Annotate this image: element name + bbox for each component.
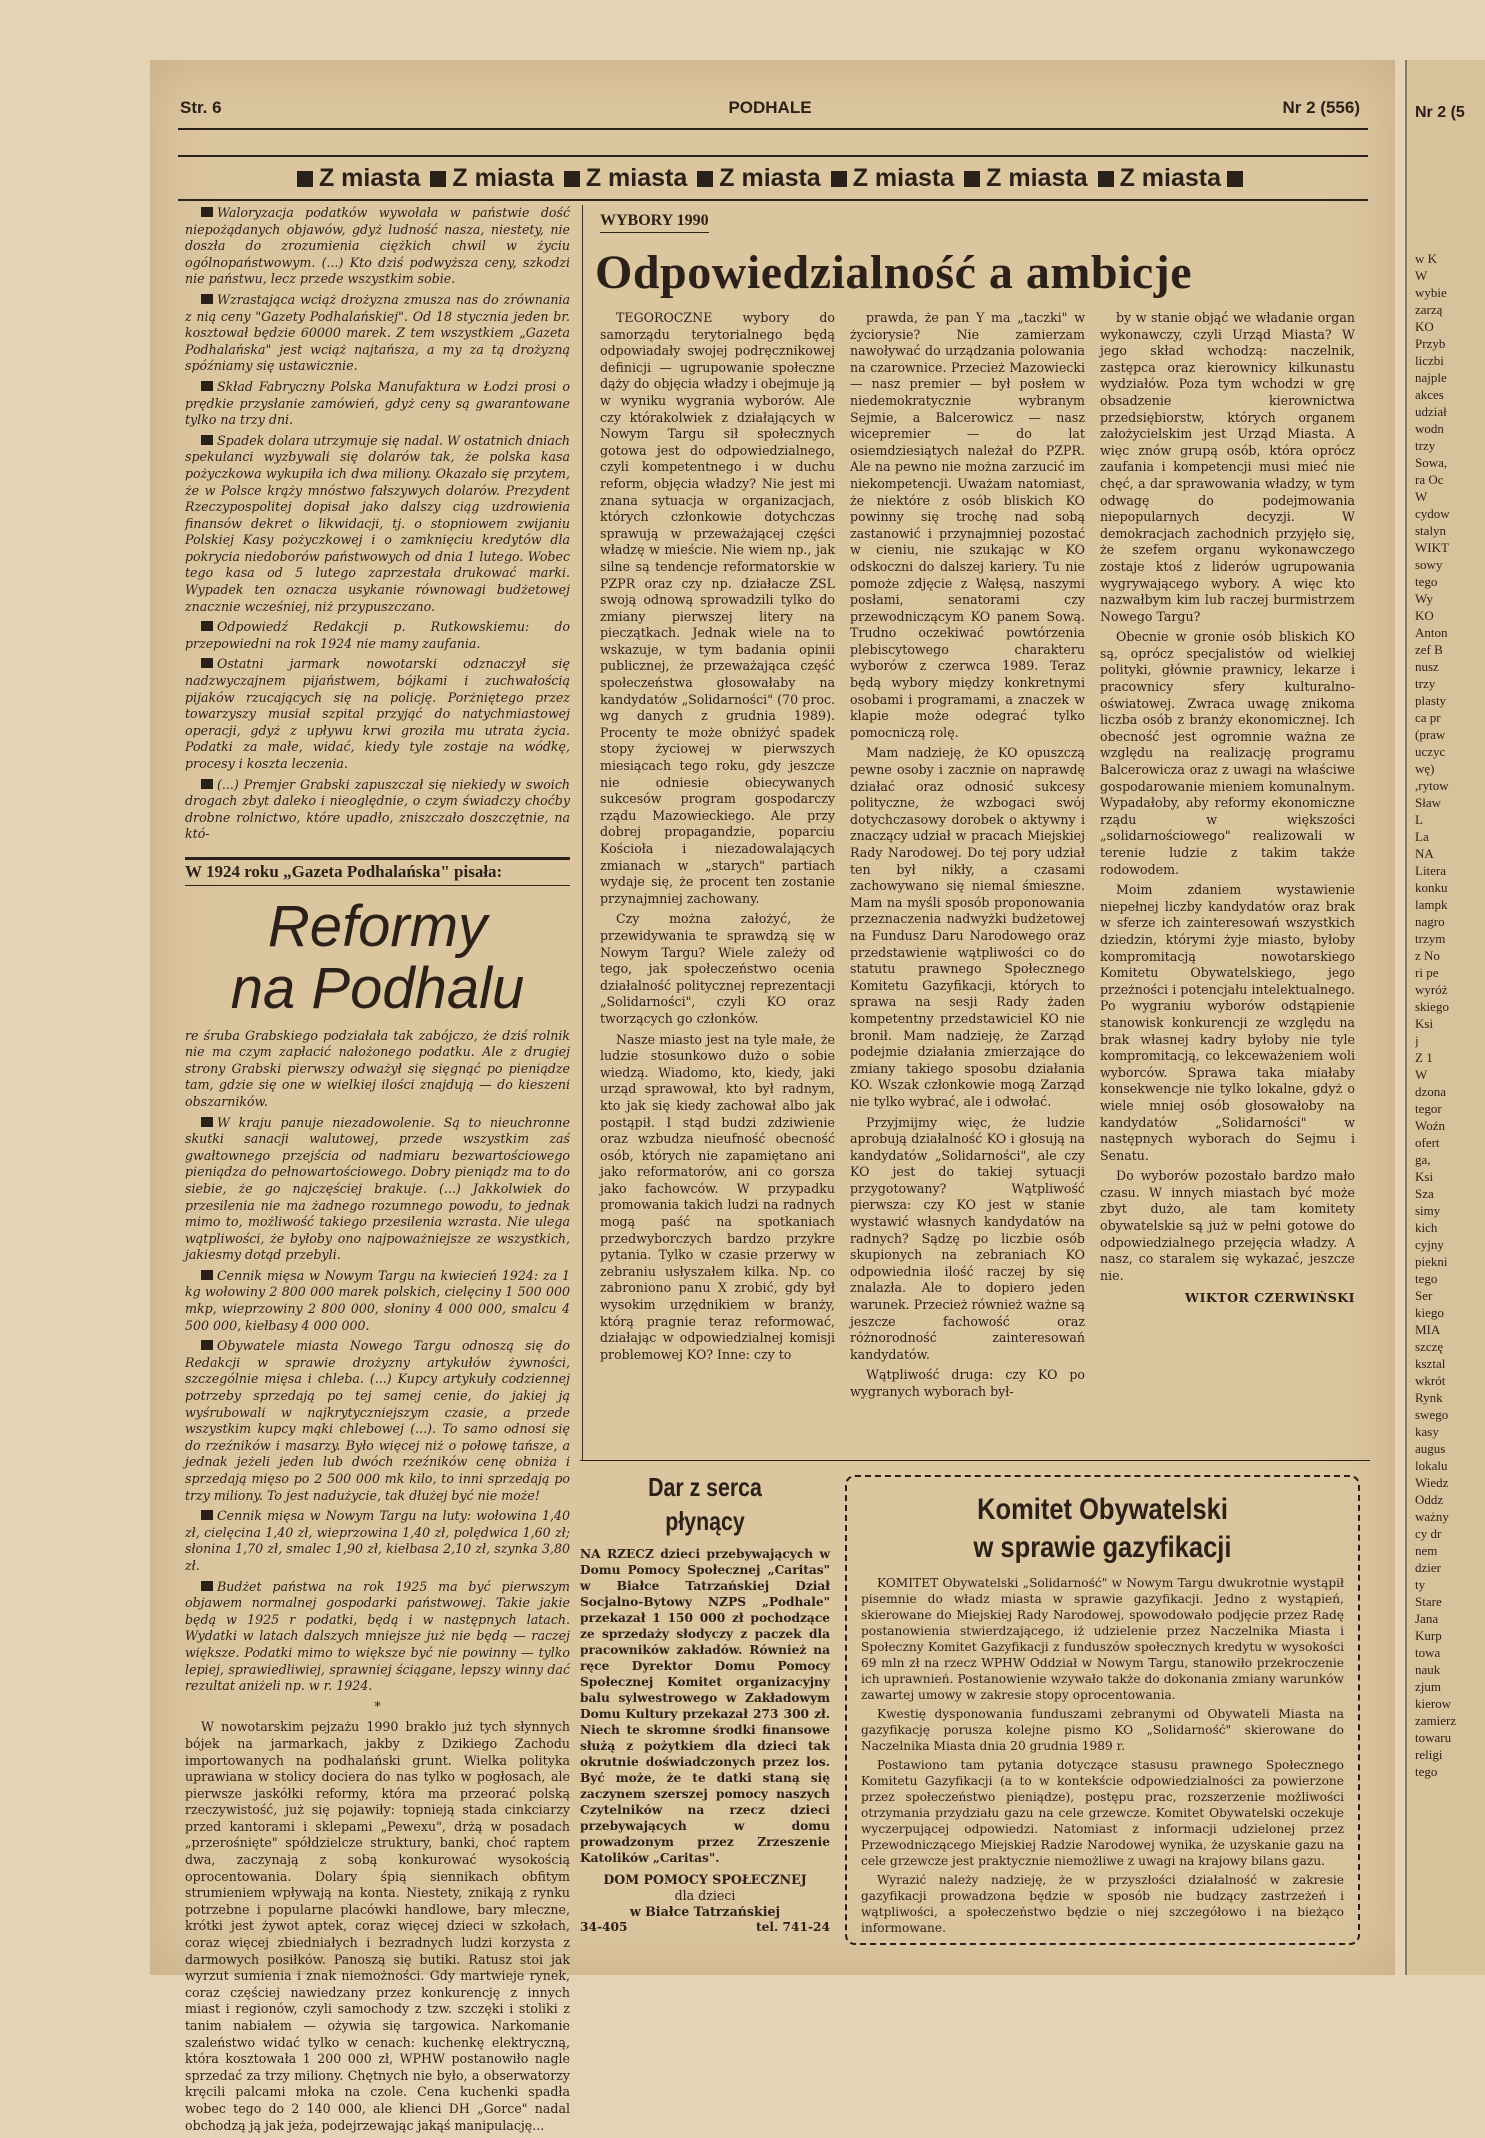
banner-item: Z miasta bbox=[697, 164, 820, 193]
reformy-headline bbox=[185, 893, 570, 1021]
bullet-icon bbox=[201, 207, 213, 217]
adjacent-text-line: swego bbox=[1415, 1407, 1449, 1422]
adjacent-text-line: religi bbox=[1415, 1747, 1443, 1762]
adjacent-text-line: wę) bbox=[1415, 761, 1435, 776]
note-paragraph: Obywatele miasta Nowego Targu odnoszą się do Redakcji w sprawie drożyzny artykułów żywności, szczególnie mięsa i chleba. (...) Kupcy artykuły codziennej potrzeby sprzedają po tej samej cenie, do jakiej ją wyśrubowali w najkrytyczniejszym czasie, a przede wszystkim kupcy mąki chlebowej (...). To samo odnosi się do rzeźników i masarzy. Było więcej niż o połowę tańsze, a jednak jeżeli jeden lub dwóch rzeźników cenę obniża i sprzedają mięso po 2 500 000 mk kilo, to inni sprzedają po trzy miliony. To jest nadużycie, tak dłużej być nie może! bbox=[185, 1338, 570, 1503]
banner-item: Z miasta bbox=[831, 164, 954, 193]
adjacent-text-line: plasty bbox=[1415, 693, 1447, 708]
adjacent-text-line: trzym bbox=[1415, 931, 1446, 946]
note-paragraph: Spadek dolara utrzymuje się nadal. W ostatnich dniach spekulanci wyzbywali się dolarów tak, że polska kasa pożyczkowa wykupiła ich dwa miliony. Okazało się przytem, że w Polsce krąży mnóstwo fałszywych dolarów. Prezydent Rzeczypospolitej dopisał jako dalszy ciąg uzdrowienia finansów dekret o likwidacji, tj. o stopniowem zwijaniu Polskiej Kasy pożyczkowej i o zamknięciu kredytów dla pokrycia niedoborów państwowych od dnia 1 lutego. Wobec tego kasa od 5 lutego zaprzestała drukować marki. Wypadek ten oznacza usykanie równowagi budżetowej znacznie wcześniej, niż przypuszczano. bbox=[185, 432, 570, 614]
bullet-icon bbox=[201, 1270, 213, 1280]
body-paragraph: Moim zdaniem wystawienie niepełnej liczby kandydatów oraz brak w sferze ich zainteresowań wszystkich dziedzin, którymi żyje miasto, byłoby kompromitacją nowotarskiego Komitetu Obywatelskiego, jego przeżności i potencjału intelektualnego. Po wygraniu wyborów odstąpienie stanowisk konkurencji ze względu na brak własnej kadry byłoby nie tyle kompromitacją, co lekceważeniem woli wyborców. Sprawa taka miałaby konsekwencje nie tylko lokalne, gdyż o wiele mniej osób głosowałoby na kandydatów „Solidarności" w następnych wyborach do Sejmu i Senatu. bbox=[1100, 882, 1355, 1163]
adjacent-text-line: trzy bbox=[1415, 438, 1436, 453]
adjacent-text-line: tego bbox=[1415, 1764, 1438, 1779]
adjacent-text-line: Przyb bbox=[1415, 336, 1446, 351]
adjacent-text-line: NA bbox=[1415, 846, 1434, 861]
adjacent-text-line: ksztal bbox=[1415, 1356, 1446, 1371]
bullet-icon bbox=[201, 1510, 213, 1520]
adjacent-text-line: KO bbox=[1415, 319, 1434, 334]
body-paragraph: Wątpliwość druga: czy KO po wygranych wyborach był- bbox=[850, 1367, 1085, 1399]
adjacent-text-line: Oddz bbox=[1415, 1492, 1444, 1507]
square-icon bbox=[1098, 171, 1114, 187]
adjacent-text-line: Ksi bbox=[1415, 1169, 1434, 1184]
note-paragraph: Skład Fabryczny Polska Manufaktura w Łodzi prosi o prędkie przysłanie zamówień, gdyż ceny są gwarantowane tylko na trzy dni. bbox=[185, 378, 570, 428]
phone: tel. 741-24 bbox=[756, 1920, 830, 1934]
headline-line: Reformy bbox=[267, 893, 488, 959]
adjacent-issue-number: Nr 2 (5 bbox=[1415, 104, 1465, 121]
gazyfikacja-box bbox=[845, 1475, 1360, 1945]
adjacent-text-line: zef B bbox=[1415, 642, 1443, 657]
dar-signature: DOM POMOCY SPOŁECZNEJ dla dzieci w Białce Tatrzańskiej bbox=[603, 1872, 807, 1919]
adjacent-text-fragments bbox=[1415, 250, 1485, 1780]
body-paragraph: prawda, że pan Y ma „taczki" w życiorysie? Nie zamierzam nawoływać do urządzania polowania na czarownice. Przecież Mazowiecki — nasz premier — był posłem w niedemokratycznie wybranym Sejmie, a Balcerowicz — nasz wicepremier — do lat osiemdziesiątych należał do PZPR. Ale na pewno nie można zarzucić im niekompetencji. Uważam natomiast, że niektóre z osób bliskich KO powinny się trochę nad sobą zastanowić i przynajmniej pozostać w cieniu, nie szukając w KO odskoczni do dalszej kariery. Tu nie pomoże zdjęcie z Wałęsą, naszymi posłami, senatorami czy przewodniczącym KO panem Sową. Trudno oczekiwać powtórzenia plebiscytowego charakteru wyborów z czerwca 1989. Teraz będą wybory między konkretnymi osobami i programami, a znaczek w klapie może odegrać tylko pomocniczą rolę. bbox=[850, 310, 1085, 740]
adjacent-text-line: skiego bbox=[1415, 999, 1449, 1014]
adjacent-text-line: W bbox=[1415, 268, 1428, 283]
newspaper-page bbox=[150, 60, 1395, 2133]
column-history bbox=[185, 205, 570, 2138]
adjacent-text-line: Woźn bbox=[1415, 1118, 1445, 1133]
square-icon bbox=[964, 171, 980, 187]
note-paragraph: Ostatni jarmark nowotarski odznaczył się nadzwyczajnem pijaństwem, bójkami i zuchwałością pijaków rzucających się na policję. Porżniętego przez towarzyszy musiał szpital przyjąć do natychmiastowej operacji, gdyż z upływu krwi groziła mu utrata życia. Podatki za małe, widać, kiedy tyle zostaje na wódkę, procesy i koszta leczenia. bbox=[185, 656, 570, 771]
asterisk: * bbox=[374, 1698, 381, 1714]
adjacent-text-line: tegor bbox=[1415, 1101, 1442, 1116]
body-paragraph: Nasze miasto jest na tyle małe, że ludzie stosunkowo dużo o sobie wiedzą. Wiadomo, kto, kiedy, jaki urząd sprawował, kto był radnym, kto jak się kiedy zachował albo jak postąpił. I stąd budzi zdziwienie oraz wzbudza nieufność obecność osób, których nie zapamiętano ani jako reformatorów, ani co gorsza jako fachowców. W przypadku promowania takich ludzi na radnych mogą paść na spotkaniach przedwyborczych bardzo przykre pytania. Tylko w czasie przerwy w zebraniu usłyszałem kilka. Np. co zabroniono panu X zrobić, gdy był wysokim urzędnikiem w branży, którą pragnie teraz reformować, działając w odpowiedzialnej komisji problemowej KO? Inne: czy to bbox=[600, 1031, 835, 1362]
adjacent-text-line: zjum bbox=[1415, 1679, 1441, 1694]
square-icon bbox=[297, 171, 313, 187]
adjacent-text-line: towaru bbox=[1415, 1730, 1452, 1745]
adjacent-text-line: W bbox=[1415, 489, 1428, 504]
adjacent-text-line: z No bbox=[1415, 948, 1440, 963]
bullet-icon bbox=[201, 1117, 213, 1127]
article-tag: WYBORY 1990 bbox=[600, 212, 709, 233]
adjacent-text-line: simy bbox=[1415, 1203, 1441, 1218]
square-icon bbox=[430, 171, 446, 187]
adjacent-text-line: L bbox=[1415, 812, 1423, 827]
adjacent-text-line: wodn bbox=[1415, 421, 1444, 436]
issue-number: Nr 2 (556) bbox=[1282, 98, 1360, 117]
body-paragraph: TEGOROCZNE wybory do samorządu terytorialnego będą odpowiadały swojej podręcznikowej definicji — ugrupowanie społeczne dąży do objęcia władzy i obejmuje ją w wyniku wygrania wyborów. Ale czy którakolwiek z działających w Nowym Targu sił społecznych gotowa jest do odpowiedzialnego, czyli kompetentnego i w duchu reform, objęcia władzy? Nie jest mi znana sytuacja w organizacjach, których członkowie dotychczas sprawują w przeważającej części władzę w mieście. Nie wiem np., jak silne są tendencje reformatorskie w PZPR oraz czy np. działacze ZSL swoją odnową sprowadzili tylko do zmiany pierwszej litery na pieczątkach. Jednak wiele na to wskazuje, w tym badania opinii publicznej, że przeważająca część społeczeństwa głosowałaby na kandydatów „Solidarności" (70 proc. wg danych z grudnia 1989). Procenty te może obniżyć spadek stopy życiowej w pierwszych miesiącach tego roku, gdy jeszcze nie odniesie obiecywanych sukcesów program gospodarczy rządu Mazowieckiego. Ale przy dobrej propagandzie, poparciu Kościoła i niezadowalających zmianach w „starych" partiach wydaje się, że procent ten zostanie przynajmniej zachowany. bbox=[600, 310, 835, 906]
adjacent-text-line: towa bbox=[1415, 1645, 1441, 1660]
article-column-2 bbox=[850, 310, 1085, 1405]
adjacent-text-line: udział bbox=[1415, 404, 1447, 419]
headline-line: na Podhalu bbox=[230, 955, 525, 1021]
note-paragraph: Odpowiedź Redakcji p. Rutkowskiemu: do przepowiedni na rok 1924 nie mamy zaufania. bbox=[185, 619, 570, 651]
adjacent-text-line: cydow bbox=[1415, 506, 1450, 521]
adjacent-text-line: Anton bbox=[1415, 625, 1448, 640]
adjacent-text-line: ri pe bbox=[1415, 965, 1439, 980]
adjacent-text-line: Jana bbox=[1415, 1611, 1439, 1626]
adjacent-text-line: dzier bbox=[1415, 1560, 1441, 1575]
body-paragraph: Do wyborów pozostało bardzo mało czasu. W innych miastach być może zbyt dużo, ale tam komitety obywatelskie są już w pełni gotowe do odpowiedzialnego przejęcia władzy. A nasz, co staralem się wykazać, jeszcze nie. bbox=[1100, 1168, 1355, 1283]
adjacent-text-line: Z 1 bbox=[1415, 1050, 1433, 1065]
adjacent-text-line: Ser bbox=[1415, 1288, 1433, 1303]
adjacent-text-line: ga, bbox=[1415, 1152, 1431, 1167]
adjacent-text-line: dzona bbox=[1415, 1084, 1447, 1099]
body-paragraph: Przyjmijmy więc, że ludzie aprobują działalność KO i głosują na kandydatów „Solidarności", ale czy KO jest do takiej sytuacji przygotowany? Wątpliwość pierwsza: czy KO jest w stanie wystawić własnych kandydatów na radnych? Sądzę po liczbie osób skupionych na zebraniach KO odpowiednia ilość raczej by się znalazła. Ale to dopiero jeden warunek. Przecież również ważne są jeszcze fachowość oraz różnorodność zainteresowań kandydatów. bbox=[850, 1114, 1085, 1362]
adjacent-text-line: tego bbox=[1415, 1271, 1438, 1286]
adjacent-text-line: wybie bbox=[1415, 285, 1447, 300]
adjacent-text-line: nauk bbox=[1415, 1662, 1441, 1677]
adjacent-text-line: zamierz bbox=[1415, 1713, 1457, 1728]
adjacent-text-line: ważny bbox=[1415, 1509, 1449, 1524]
note-paragraph: (...) Premjer Grabski zapuszczał się niekiedy w swoich drogach zbyt daleko i nieoględnie, o czym świadczy choćby drobne rolnictwo, które upadło, zniszczało doszczętnie, na któ- bbox=[185, 776, 570, 842]
adjacent-text-line: WIKT bbox=[1415, 540, 1449, 555]
banner-item: Z miasta bbox=[297, 164, 420, 193]
adjacent-text-line: wyróż bbox=[1415, 982, 1448, 997]
bullet-icon bbox=[201, 435, 213, 445]
bullet-icon bbox=[201, 294, 213, 304]
dar-title: Dar z serca płynący bbox=[648, 1472, 762, 1536]
body-paragraph: Mam nadzieję, że KO opuszczą pewne osoby i zacznie on naprawdę działać oraz odnosić sukcesy polityczne, że wzbogaci swój dotychczasowy dorobek o aktywny i znaczący udział w pracach Miejskiej Rady Narodowej. Do tej pory udział ten był nikły, a czasami zachowywano się niemal śmieszne. Mam na myśli sposób proponowania przeznaczenia nadwyżki budżetowej na Fundusz Daru Narodowego oraz przedstawienie wątpliwości co do statutu prawnego Społecznego Komitetu Gazyfikacji, których to sprawa na sesji Rady żaden kompetentny przedstawiciel KO nie bronił. Mam nadzieję, że Zarząd podejmie działania zmierzające do zmiany takiego sposobu działania KO. Wszak członkowie mogą Zarząd nie tylko wybrać, ale i odwołać. bbox=[850, 745, 1085, 1109]
body-paragraph: by w stanie objąć we władanie organ wykonawczy, czyli Urząd Miasta? W jego skład wchodzą: naczelnik, zastępca oraz kierownicy kilkunastu wydziałów. Poza tym wchodzi w grę obsadzenie kierownictwa przedsiębiorstw, których organem założycielskim jest Urząd Miasta. A więc znów grupą osób, która oprócz zaufania i kompetencji musi mieć nie chęć, a dar sprawowania władzy, w tym odwagę do podejmowania niepopularnych decyzji. W demokracjach zachodnich przyjęło się, że szefem organu wykonawczego zostaje ktoś z liderów ugrupowania wygrywającego wybory. A więc kto nazwałbym kim lub raczej burmistrzem Nowego Targu? bbox=[1100, 310, 1355, 624]
adjacent-text-line: Wiedz bbox=[1415, 1475, 1449, 1490]
note-paragraph: Cennik mięsa w Nowym Targu na luty: wołowina 1,40 zł, cielęcina 1,40 zł, wieprzowina 1,40 zł, polędwica 1,60 zł; słonina 1,70 zł, smalec 1,90 zł, kiełbasa 2,10 zł, szynka 3,80 zł. bbox=[185, 1508, 570, 1573]
note-paragraph: W kraju panuje niezadowolenie. Są to nieuchronne skutki sanacji walutowej, przede wszystkim zaś gwałtownego przejścia od nadmiaru bezwartościowego pieniądza do pełnowartościowego. Dobry pieniądz ma to do siebie, że go najczęściej brakuje. (...) Jakkolwiek do przesilenia nie ma żadnego rozumnego powodu, to jednak mimo to, możliwość takiego przesilenia wzrasta. Nie ulega wątpliwości, że byłoby ono najpoważniejsze ze wszystkich, jakiesmy dotąd przebyli. bbox=[185, 1114, 570, 1263]
note-paragraph: re śruba Grabskiego podziałała tak zabójczo, że dziś rolnik nie ma czym zapłacić nałożonego podatku. Ale z drugiej strony Grabski pierwszy odważył się sięgnąć po pieniądze tam, gdzie się one w wielkiej ilości znajdują — do kieszeni obszarników. bbox=[185, 1027, 570, 1109]
adjacent-text-line: augus bbox=[1415, 1441, 1446, 1456]
banner-item: Z miasta bbox=[564, 164, 687, 193]
gazyfikacja-title: Komitet Obywatelski w sprawie gazyfikacji bbox=[973, 1493, 1232, 1564]
article-headline: Odpowiedzialność a ambicje bbox=[595, 246, 1192, 299]
adjacent-text-line: Ksi bbox=[1415, 1016, 1434, 1031]
adjacent-text-line: ty bbox=[1415, 1577, 1426, 1592]
adjacent-text-line: kich bbox=[1415, 1220, 1438, 1235]
banner-item: Z miasta bbox=[1098, 164, 1249, 193]
adjacent-text-line: wkrót bbox=[1415, 1373, 1446, 1388]
adjacent-text-line: w K bbox=[1415, 251, 1438, 266]
adjacent-text-line: Rynk bbox=[1415, 1390, 1443, 1405]
adjacent-text-line: j bbox=[1415, 1033, 1419, 1048]
square-icon bbox=[697, 171, 713, 187]
adjacent-text-line: MIA bbox=[1415, 1322, 1441, 1337]
adjacent-text-line: (praw bbox=[1415, 727, 1446, 742]
article-rule bbox=[580, 1460, 1370, 1461]
adjacent-text-line: sowy bbox=[1415, 557, 1443, 572]
adjacent-text-line: piekni bbox=[1415, 1254, 1448, 1269]
bullet-icon bbox=[201, 779, 213, 789]
column-divider bbox=[582, 205, 583, 1460]
adjacent-text-line: KO bbox=[1415, 608, 1434, 623]
adjacent-text-line: stalyn bbox=[1415, 523, 1447, 538]
adjacent-text-line: kasy bbox=[1415, 1424, 1439, 1439]
adjacent-text-line: ca pr bbox=[1415, 710, 1441, 725]
newspaper-title: PODHALE bbox=[728, 98, 812, 117]
adjacent-text-line: Sław bbox=[1415, 795, 1441, 810]
adjacent-text-line: uczyc bbox=[1415, 744, 1446, 759]
gazyfikacja-body: KOMITET Obywatelski „Solidarność" w Nowym Targu dwukrotnie wystąpił pisemnie do władz miasta w sprawie gazyfikacji. Jedno z wystąpień, skierowane do Miejskiej Rady Narodowej, spowodowało podjęcie przez Radę postanowienia stwierdzającego, iż udzielenie przez Naczelnika Miasta i Społeczny Komitet Gazyfikacji z funduszów społecznych kredytu w wysokości 69 mln zł na rzecz WPHW Oddział w Nowym Targu, stanowiło przekroczenie ich uprawnień. Postanowienie wzywało także do dokonania zmiany warunków zawartej umowy w zakresie stopy oprocentowania. Kwestię dysponowania funduszami zebranymi od Obywateli Miasta na gazyfikację porusza kolejne pismo KO „Solidarność" skierowane do Naczelnika Miasta dnia 20 grudnia 1989 r. Postawiono tam pytania dotyczące stasusu prawnego Społecznego Komitetu Gazyfikacji (a to w kontekście odpowiedzialności za powierzone przez społeczeństwo pieniądze), postępu prac, rozszerzenie możliwości otrzymania przydziału gazu na cele grzewcze. Komitet Obywatelski oczekuje wyczerpującej odpowiedzi. Natomiast z informacji udzielonej przez Przewodniczącego Miejskiej Radzie Narodowej wynika, że uzyskanie gazu na cele grzewcze jest praktycznie niemożliwe z uwagi na krajowy bilans gazu. Wyrazić należy nadzieję, że w przyszłości działalność w zakresie gazyfikacji prowadzona będzie w sposób nie budzący zastrzeżeń i wątpliwości, a społeczeństwo będzie o niej szczegółowo i na bieżąco informowane. bbox=[861, 1576, 1344, 1935]
adjacent-text-line: kiego bbox=[1415, 1305, 1444, 1320]
byline: WIKTOR CZERWIŃSKI bbox=[1185, 1290, 1355, 1306]
adjacent-page bbox=[1405, 60, 1485, 1975]
adjacent-text-line: Litera bbox=[1415, 863, 1447, 878]
adjacent-text-line: zarzą bbox=[1415, 302, 1443, 317]
adjacent-text-line: lampk bbox=[1415, 897, 1448, 912]
bullet-icon bbox=[201, 1340, 213, 1350]
dar-address bbox=[580, 1920, 830, 1934]
adjacent-text-line: Wy bbox=[1415, 591, 1433, 606]
bullet-icon bbox=[201, 1581, 213, 1591]
adjacent-text-line: cyjny bbox=[1415, 1237, 1444, 1252]
body-paragraph: Obecnie w gronie osób bliskich KO są, oprócz specjalistów od wielkiej polityki, głównie prawnicy, lekarze i pracownicy sfery kulturalno-oświatowej. Zwraca uwagę znikoma liczba osób z branży ekonomicznej. Ich obecność jest ogromnie ważna ze względu na realizację programu Balcerowicza oraz z uwagi na właściwe gospodarowanie mieniem komunalnym. Wypadałoby, aby reformy ekonomiczne rządu w większości „solidarnościowego" realizowali w terenie ludzie z takim także rodowodem. bbox=[1100, 629, 1355, 877]
adjacent-text-line: kierow bbox=[1415, 1696, 1452, 1711]
banner-item: Z miasta bbox=[430, 164, 553, 193]
adjacent-text-line: ,rytow bbox=[1415, 778, 1449, 793]
adjacent-text-line: najple bbox=[1415, 370, 1447, 385]
adjacent-text-line: Sza bbox=[1415, 1186, 1434, 1201]
section-banner bbox=[178, 155, 1368, 201]
adjacent-text-line: ofert bbox=[1415, 1135, 1440, 1150]
dar-notice bbox=[580, 1470, 830, 1940]
section-title: W 1924 roku „Gazeta Podhalańska" pisała: bbox=[185, 857, 570, 886]
adjacent-text-line: cy dr bbox=[1415, 1526, 1442, 1541]
postal-code: 34-405 bbox=[580, 1920, 628, 1934]
adjacent-text-line: ra Oc bbox=[1415, 472, 1444, 487]
article-column-3 bbox=[1100, 310, 1355, 1307]
adjacent-text-line: W bbox=[1415, 1067, 1428, 1082]
article-column-1 bbox=[600, 310, 835, 1367]
adjacent-text-line: konku bbox=[1415, 880, 1448, 895]
adjacent-text-line: lokalu bbox=[1415, 1458, 1448, 1473]
adjacent-text-line: Sowa, bbox=[1415, 455, 1448, 470]
header-rule bbox=[178, 128, 1368, 130]
adjacent-text-line: liczbi bbox=[1415, 353, 1444, 368]
note-paragraph: Wzrastająca wciąż drożyzna zmusza nas do zrównania z nią ceny "Gazety Podhalańskiej". Od 18 stycznia jeden br. kosztował będzie 60000 marek. Z tem wszystkiem „Gazeta Podhalańska" jest wciąż najtańsza, a my za tą drożyzną spóźniamy się ustawicznie. bbox=[185, 291, 570, 374]
adjacent-text-line: nem bbox=[1415, 1543, 1438, 1558]
square-icon bbox=[1227, 171, 1243, 187]
adjacent-text-line: nusz bbox=[1415, 659, 1439, 674]
note-paragraph: Budżet państwa na rok 1925 ma być pierwszym objawem normalnej gospodarki państwowej. Takie jakie będą w 1925 r podatki, będą i w następnych latach. Wydatki w latach dalszych mniejsze już nie będą — raczej większe. Podatki mimo to większe być nie powinny — tylko lepiej, sprawiedliwiej, sprawniej ściągane, lepszy winny dać rezultat aniżeli np. w r. 1924. bbox=[185, 1578, 570, 1694]
bullet-icon bbox=[201, 381, 213, 391]
adjacent-text-line: Stare bbox=[1415, 1594, 1442, 1609]
dar-body: NA RZECZ dzieci przebywających w Domu Pomocy Społecznej „Caritas" w Białce Tatrzańskiej Dział Socjalno-Bytowy NZPS „Podhale" przekazał 1 150 000 zł pochodzące ze sprzedaży słodyczy z paczek dla pracowników zakładów. Również na ręce Dyrektor Domu Pomocy Społecznej Komitet organizacyjny balu sylwestrowego w Zakładowym Domu Kultury przekazał 273 300 zł. Niech te skromne środki finansowe służą z pożytkiem dla dzieci tak okrutnie doświadczonych przez los. Być może, że te datki staną się zaczynem szerszej pomocy naszych Czytelników na rzecz dzieci przebywających w domu prowadzonym przez Zrzeszenie Katolików „Caritas". bbox=[580, 1547, 830, 1865]
note-paragraph: Waloryzacja podatków wywołała w państwie dość niepożądanych objawów, gdyż ludność nasza, niestety, nie doszła do zrozumienia ciężkich chwil w życiu ogólnopaństwowym. (...) Kto dziś podwyższa ceny, szkodzi nie państwu, lecz przede wszystkim sobie. bbox=[185, 205, 570, 287]
page-number: Str. 6 bbox=[180, 98, 222, 117]
page-header bbox=[180, 98, 1360, 128]
banner-item: Z miasta bbox=[964, 164, 1087, 193]
bullet-icon bbox=[201, 621, 213, 631]
square-icon bbox=[564, 171, 580, 187]
note-paragraph: Cennik mięsa w Nowym Targu na kwiecień 1924: za 1 kg wołowiny 2 800 000 marek polskich, cielęciny 1 500 000 mkp, wieprzowiny 2 800 000, słoniny 4 000 000, smalcu 4 500 000, kiełbasy 4 000 000. bbox=[185, 1267, 570, 1333]
adjacent-text-line: tego bbox=[1415, 574, 1438, 589]
adjacent-text-line: akces bbox=[1415, 387, 1444, 402]
adjacent-text-line: La bbox=[1415, 829, 1429, 844]
bullet-icon bbox=[201, 658, 213, 668]
body-paragraph: Czy można założyć, że przewidywania te sprawdzą się w Nowym Targu? Wiele zależy od tego, jak społeczeństwo ocenia działalność politycznej reprezentacji „Solidarności", czyli KO oraz tworzących go członków. bbox=[600, 911, 835, 1026]
adjacent-text-line: trzy bbox=[1415, 676, 1436, 691]
body-paragraph: W nowotarskim pejzażu 1990 brakło już tych słynnych bójek na jarmarkach, jakby z Dzikiego Zachodu importowanych na podhalański grunt. Wielka polityka uprawiana w stolicy dociera do nas tylko w pogłosach, ale pierwsze jaskółki reformy, która ma przeorać polską rzeczywistość, już się pojawiły: topnieją stada cinkciarzy przed kantorami i sklepami „Pewexu", drżą w posadach „przerośnięte" spółdzielcze struktury, banki, choć raptem dwa, zaczynają z sobą konkurować wysokością oprocentowania. Dolary śpią siennikach obfitym strumieniem wpływają na konta. Niestety, znikają z rynku potrzebne i popularne placówki handlowe, bary mleczne, krótki jest żywot aptek, coraz więcej dzieci w szkołach, coraz więcej zbiedniałych i bezradnych ludzi korzysta z darmowych posiłków. Panoszą się butiki. Ratusz stoi jak wyrzut sumienia i znak niemożności. Gdy martwieje rynek, coraz częściej nawiedzany przez konkurencję z innych miast i regionów, czyli samochody z tzw. szczęki i stoliki z tanim nabiałem — ożywia się targowica. Narkomanie szaleństwo widać tylko w cenach: kuchenkę elektryczną, która kosztowała 1 200 000 zł, WPHW postanowiło nagle sprzedać za trzy miliony. Chętnych nie było, a obserwatorzy kręcili palcami młoka na czole. Cena kuchenki spadła wobec tego do 2 140 000, ale klienci DH „Gorce" nadal obchodzą ją jak jeża, podejrzewając jakąś manipulację... bbox=[185, 1719, 570, 2133]
adjacent-text-line: Kurp bbox=[1415, 1628, 1442, 1643]
adjacent-text-line: szczę bbox=[1415, 1339, 1444, 1354]
square-icon bbox=[831, 171, 847, 187]
adjacent-text-line: nagro bbox=[1415, 914, 1445, 929]
